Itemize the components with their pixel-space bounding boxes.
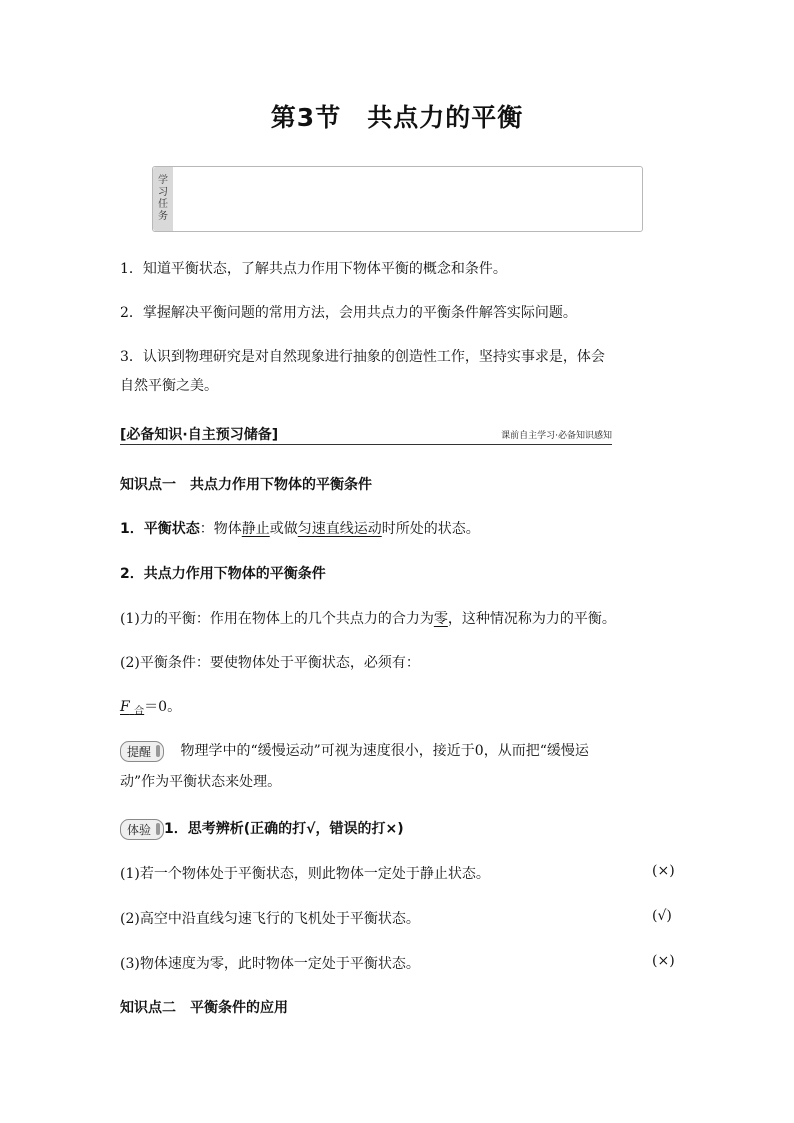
exp-item-2: (2)高空中沿直线匀速飞行的飞机处于平衡状态。 <box>120 911 420 927</box>
kp1-item-1: 1．平衡状态：物体静止或做匀速直线运动时所处的状态。 <box>120 521 480 537</box>
exp-tag: 体验 <box>120 819 164 840</box>
learning-task-box <box>152 166 643 232</box>
objective-3-cont: 自然平衡之美。 <box>120 378 218 394</box>
tip-tag: 提醒 <box>120 741 164 762</box>
objective-3: 3．认识到物理研究是对自然现象进行抽象的创造性工作，坚持实事求是，体会 <box>120 349 605 365</box>
kp1-formula: F $_合$＝0。 <box>120 699 182 717</box>
section-subtitle: 课前自主学习·必备知识感知 <box>501 431 612 441</box>
kp1-item-2: 2．共点力作用下物体的平衡条件 <box>120 566 326 582</box>
exp-heading: 体验 1．思考辨析(正确的打√，错误的打×) <box>120 818 404 840</box>
exp-item-1-mark: (×) <box>652 863 675 879</box>
objective-2: 2．掌握解决平衡问题的常用方法，会用共点力的平衡条件解答实际问题。 <box>120 305 577 321</box>
exp-item-1: (1)若一个物体处于平衡状态，则此物体一定处于静止状态。 <box>120 866 490 882</box>
exp-item-2-mark: (√) <box>652 908 672 924</box>
exp-item-3-mark: (×) <box>652 953 675 969</box>
tip-line-1: 提醒 物理学中的“缓慢运动”可视为速度很小，接近于0，从而把“缓慢运 <box>120 740 589 762</box>
section-header <box>120 424 612 445</box>
objective-1: 1．知道平衡状态，了解共点力作用下物体平衡的概念和条件。 <box>120 261 507 277</box>
exp-item-3: (3)物体速度为零，此时物体一定处于平衡状态。 <box>120 956 420 972</box>
kp1-balance-condition: (2)平衡条件：要使物体处于平衡状态，必须有： <box>120 655 420 671</box>
kp1-heading: 知识点一 共点力作用下物体的平衡条件 <box>120 477 372 493</box>
tag-cap-icon <box>156 823 160 835</box>
tip-line-2: 动”作为平衡状态来处理。 <box>120 774 282 790</box>
tag-cap-icon <box>156 745 160 757</box>
kp1-force-balance: (1)力的平衡：作用在物体上的几个共点力的合力为零，这种情况称为力的平衡。 <box>120 611 616 627</box>
page-title: 第3节 共点力的平衡 <box>270 103 524 132</box>
kp2-heading: 知识点二 平衡条件的应用 <box>120 1000 288 1016</box>
learning-task-label: 学习任务 <box>153 167 173 231</box>
section-title: [必备知识·自主预习储备] <box>120 427 279 443</box>
